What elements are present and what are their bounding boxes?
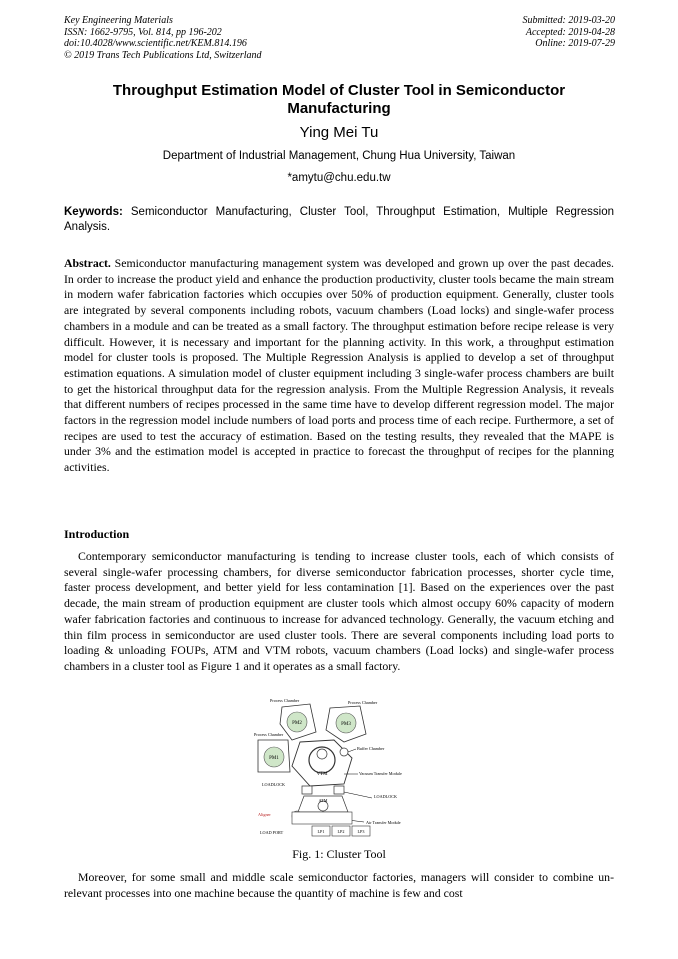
loadlock-label: LOADLOCK [374, 794, 398, 799]
keywords-label: Keywords: [64, 206, 123, 218]
pm1-label: PM1 [269, 756, 279, 761]
doi: doi:10.4028/www.scientific.net/KEM.814.196 [64, 38, 247, 49]
buffer-chamber-pointer [348, 749, 356, 752]
atm-label: ATM [318, 798, 328, 803]
vacuum-transfer-module-label: Vacuum Transfer Module [359, 771, 402, 776]
online-date: Online: 2019-07-29 [535, 38, 615, 49]
atm-rail [292, 812, 352, 824]
pm3-label: PM3 [341, 722, 351, 727]
pm2-label: PM2 [292, 721, 302, 726]
figure-caption: Fig. 1: Cluster Tool [292, 847, 386, 861]
loadlock-right [334, 786, 344, 794]
lp2-label: LP2 [337, 829, 345, 834]
process-chamber-label: Process Chamber [348, 700, 378, 705]
submitted-date: Submitted: 2019-03-20 [522, 15, 615, 26]
affiliation: Department of Industrial Management, Chung Hua University, Taiwan [162, 150, 516, 162]
buffer-chamber-circle [340, 748, 348, 756]
loadlock-label: LOADLOCK [262, 782, 286, 787]
intro-paragraph-continued: Moreover, for some small and middle scale semiconductor factories, managers will consider to combine un-relevant processes into one machine because the quantity of machine is few and cost [64, 870, 614, 900]
copyright: © 2019 Trans Tech Publications Ltd, Switzerland [64, 49, 262, 61]
paper-title: Throughput Estimation Model of Cluster Tool in Semiconductor Manufacturing [112, 82, 566, 117]
buffer-chamber-label: Buffer Chamber [357, 746, 385, 751]
keywords [64, 205, 614, 235]
loadlock-left [302, 786, 312, 794]
section-heading-introduction: Introduction [64, 527, 130, 541]
journal-name: Key Engineering Materials [64, 15, 173, 26]
abstract-label: Abstract. [64, 256, 111, 270]
vtm-robot-hub [317, 749, 327, 759]
author-name: Ying Mei Tu [299, 124, 379, 141]
lp1-label: LP1 [317, 829, 325, 834]
lp3-label: LP3 [357, 829, 365, 834]
abstract-text: Semiconductor manufacturing management system was developed and grown up over the past decades. In order to increase the product yield and enhance the production productivity, cluster tools became the main stream in modern wafer fabrication factories which occupies over 50% of production equipment. Generally, cluster tools are integrated by several components including robots, vacuum chambers (Load locks) and single-wafer process chambers in a module and can be treated as a small factory. The throughput estimation before recipe release is very difficult. However, it is necessary and important for the planning activity. In this work, a throughput estimation model for cluster tools is proposed. The Multiple Regression Analysis is applied to develop a set of throughput estimation equations. A simulation model of cluster equipment including 3 single-wafer process chambers are built to get the historical throughput data for the regression analysis. From the Multiple Regression Analysis, it reveals that different numbers of recipes processed in the same time have to develop different regression model. The major factors in the regression model include numbers of load ports and process time of each recipe. Furthermore, a set of recipes are used to test the accuracy of estimation. Based on the testing results, they revealed that the MAPE is under 3% and the estimation model is accepted in practice to forecast the throughput of recipes for the planning activities. [64, 256, 615, 475]
air-transfer-module-label: Air Transfer Module [366, 820, 401, 825]
loadlock-pointer [344, 792, 372, 798]
abstract [64, 256, 614, 476]
vtm-label: VTM [316, 772, 328, 777]
intro-paragraph: Contemporary semiconductor manufacturing is tending to increase cluster tools, each of which consists of several single-wafer processing chambers, for diverse semiconductor fabrication processes, shorter cycle time, faster process development, and better yield for less contamination [1]. Based on the experiences over the past decade, the main stream of production equipment are cluster tools which almost occupy 60% capacity of modern wafer fabrication factories and continuous to increase for advanced technology. Generally, the vacuum etching and thin film process in semiconductor are used cluster tools. There are several components including load ports to loading & unloading FOUPs, ATM and VTM robots, vacuum chambers (Load locks) and single-wafer process chambers in a cluster tool as Figure 1 and it operates as a small factory. [64, 549, 614, 673]
load-port-label: LOAD PORT [260, 830, 284, 835]
process-chamber-label: Process Chamber [270, 698, 300, 703]
keywords-text: Semiconductor Manufacturing, Cluster Tool, Throughput Estimation, Multiple Regression Analysis. [64, 206, 614, 233]
issn: ISSN: 1662-9795, Vol. 814, pp 196-202 [64, 26, 222, 38]
aligner-label: Aligner [258, 812, 271, 817]
journal-info [64, 15, 262, 61]
process-chamber-label: Process Chamber [254, 732, 284, 737]
submission-dates [523, 15, 616, 50]
accepted-date: Accepted: 2019-04-28 [525, 26, 615, 38]
cluster-tool-diagram [252, 694, 422, 840]
author-email[interactable]: *amytu@chu.edu.tw [287, 172, 391, 184]
